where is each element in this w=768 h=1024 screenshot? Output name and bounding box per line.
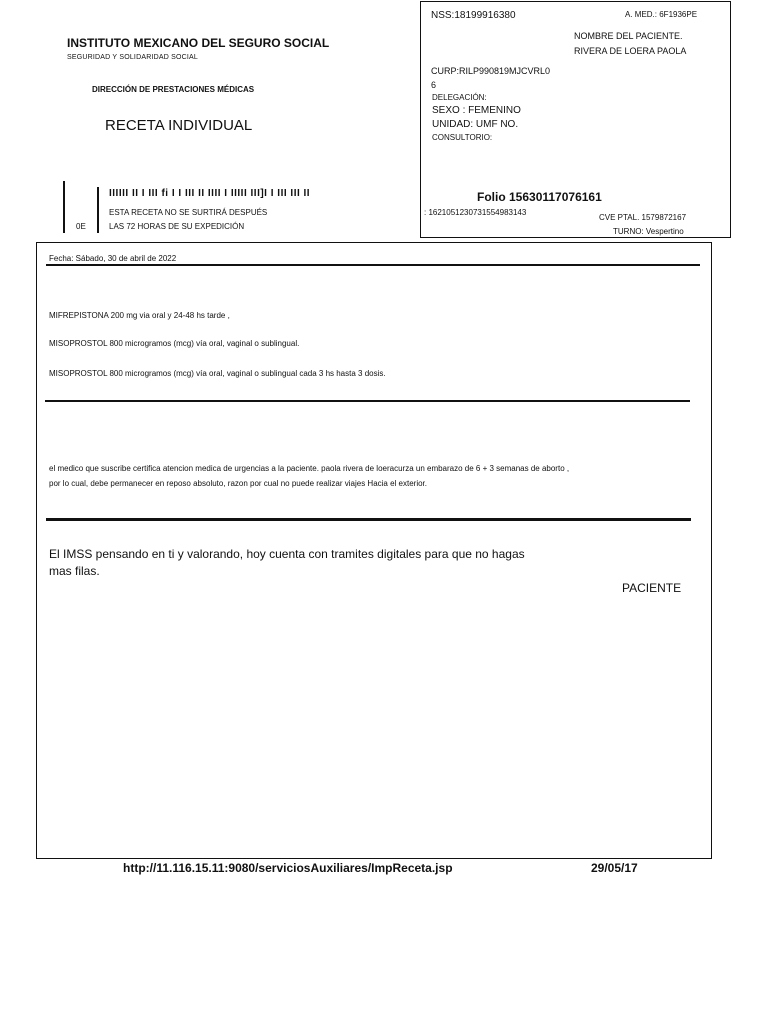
divider — [45, 400, 690, 402]
sex-field: SEXO : FEMENINO — [432, 105, 521, 116]
a-med-field: A. MED.: 6F1936PE — [625, 10, 698, 19]
direction-label: DIRECCIÓN DE PRESTACIONES MÉDICAS — [92, 85, 255, 94]
medication-line: MIFREPISTONA 200 mg via oral y 24-48 hs tarde , — [49, 311, 230, 320]
expiry-warning-line2: LAS 72 HORAS DE SU EXPEDICIÓN — [109, 222, 245, 231]
institution-subtitle: SEGURIDAD Y SOLIDARIDAD SOCIAL — [67, 54, 198, 61]
institution-title: INSTITUTO MEXICANO DEL SEGURO SOCIAL — [67, 36, 330, 50]
divider — [46, 518, 691, 521]
nss-field: NSS:18199916380 — [431, 10, 516, 21]
cve-ptal: CVE PTAL. 1579872167 — [599, 213, 687, 222]
curp-field-continued: 6 — [431, 80, 437, 90]
divider — [46, 264, 700, 266]
consultorio-field: CONSULTORIO: — [432, 133, 493, 142]
barcode-divider — [63, 181, 65, 233]
unit-field: UNIDAD: UMF NO. — [432, 119, 519, 130]
expiry-warning-line1: ESTA RECETA NO SE SURTIRÁ DESPUÉS — [109, 208, 268, 217]
reference-number: : 1621051230731554983143 — [424, 208, 527, 217]
medical-note-line2: por lo cual, debe permanecer en reposo absoluto, razon por cual no puede realizar viajes Hacia el exterior. — [49, 479, 427, 488]
footer-url: http://11.116.15.11:9080/serviciosAuxiliares/ImpReceta.jsp — [123, 861, 453, 875]
medication-line: MISOPROSTOL 800 microgramos (mcg) vía oral, vaginal o sublingual. — [49, 339, 300, 348]
prescription-date: Fecha: Sábado, 30 de abril de 2022 — [49, 254, 177, 263]
shift-field: TURNO: Vespertino — [613, 227, 684, 236]
medical-note-line1: el medico que suscribe certifica atencion medica de urgencias a la paciente. paola rivera de loeracurza un embarazo de 6 + 3 semanas de aborto , — [49, 464, 570, 473]
copy-label: PACIENTE — [622, 581, 682, 595]
patient-name-value: RIVERA DE LOERA PAOLA — [574, 46, 687, 56]
medication-line: MISOPROSTOL 800 microgramos (mcg) vía oral, vaginal o sublingual cada 3 hs hasta 3 dosis. — [49, 369, 386, 378]
document-title: RECETA INDIVIDUAL — [105, 117, 253, 134]
delegacion-field: DELEGACIÓN: — [432, 93, 487, 102]
folio-number: Folio 15630117076161 — [477, 190, 602, 204]
barcode: IIIIII II I III fi I I III II IIII I IIIII III]I I III III II — [109, 188, 311, 199]
imss-message-line2: mas filas. — [49, 564, 100, 578]
barcode-divider — [97, 187, 99, 233]
footer-date: 29/05/17 — [591, 861, 638, 875]
imss-message-line1: El IMSS pensando en ti y valorando, hoy cuenta con tramites digitales para que no hagas — [49, 547, 525, 561]
side-code: 0E — [76, 222, 86, 231]
patient-name-label: NOMBRE DEL PACIENTE. — [574, 31, 683, 41]
curp-field: CURP:RILP990819MJCVRL0 — [431, 66, 551, 76]
